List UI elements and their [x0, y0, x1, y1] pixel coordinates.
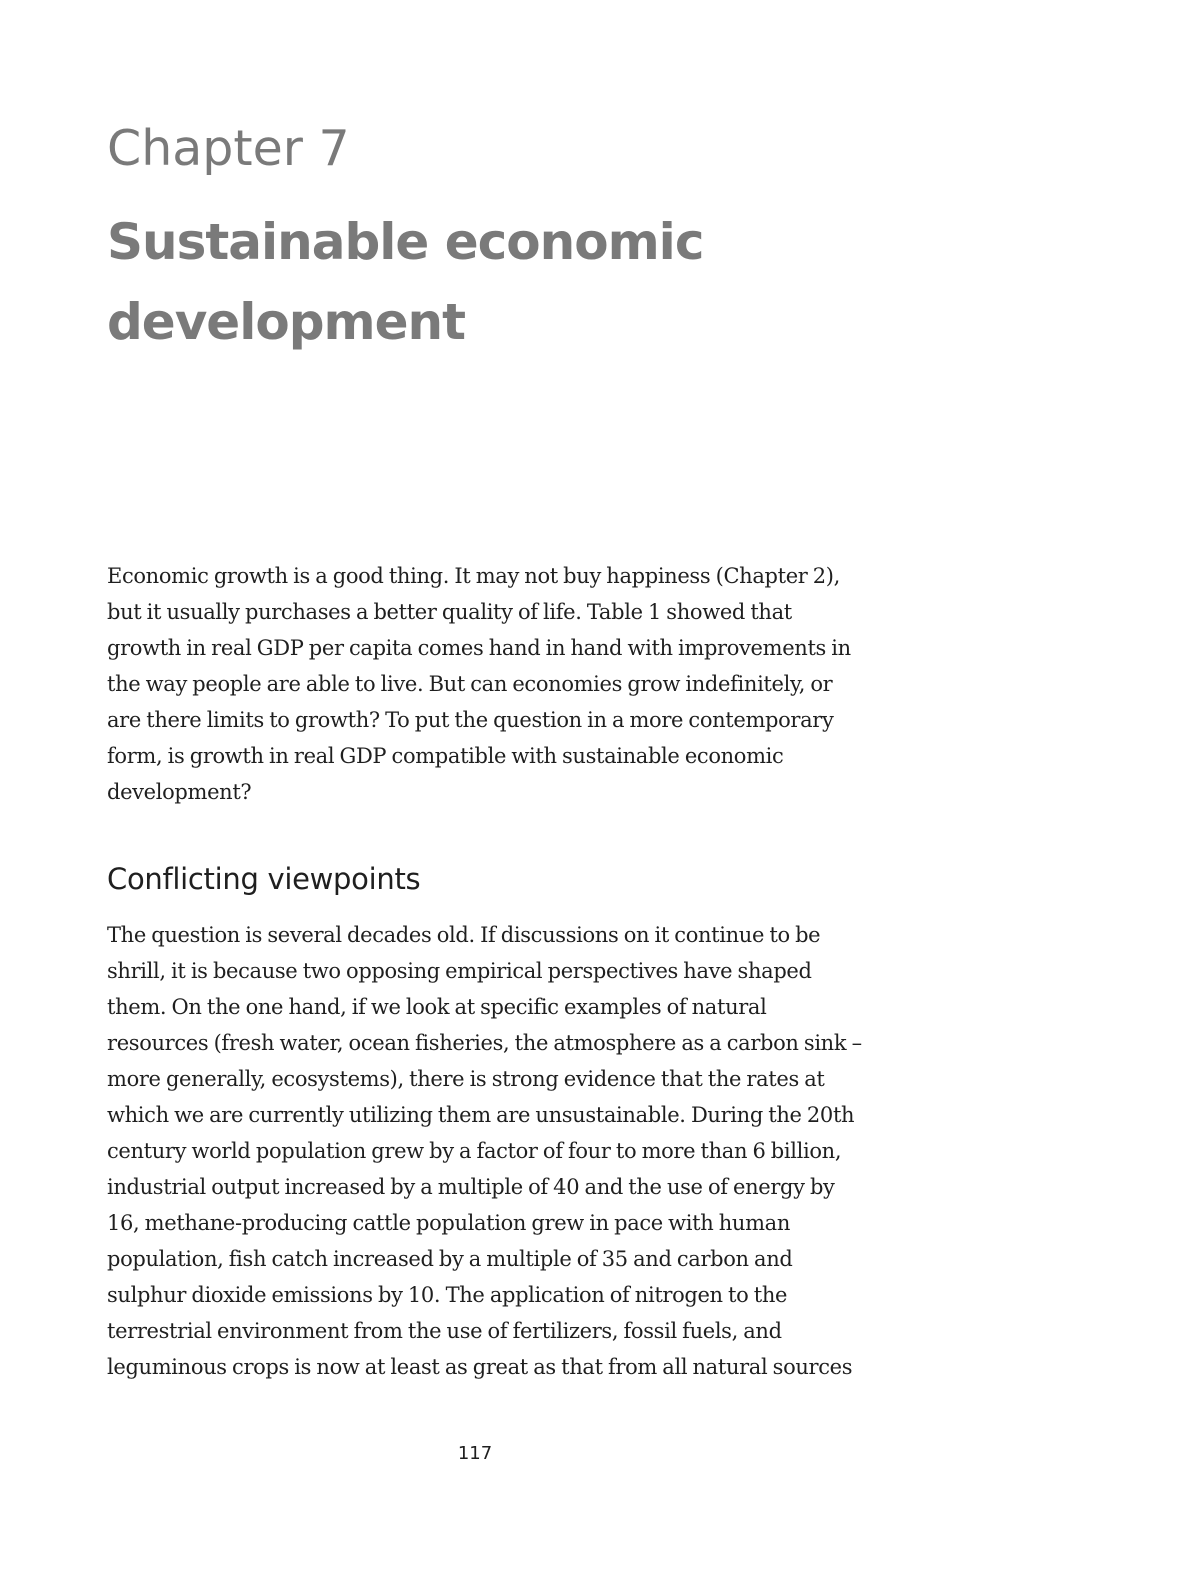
- chapter-title: Sustainable economic development: [107, 213, 704, 351]
- section-heading: Conflicting viewpoints: [107, 862, 421, 896]
- chapter-label: Chapter 7: [107, 120, 350, 177]
- intro-paragraph: Economic growth is a good thing. It may not buy happiness (Chapter 2), but it usually purchases a better quality of life. Table 1 showed that growth in real GDP per capita comes hand in hand with improvements in the way people are able to live. But can economies grow indefinitely, or are there limits to growth? To put the question in a more contemporary form, is growth in real GDP compatible with sustainable economic development?: [107, 564, 851, 804]
- page-number: 117: [457, 1443, 493, 1464]
- section-paragraph: The question is several decades old. If discussions on it continue to be shrill, it is because two opposing empirical perspectives have shaped them. On the one hand, if we look at specific examples of natural resources (fresh water, ocean fisheries, the atmosphere as a carbon sink – more generally, ecosystems), there is strong evidence that the rates at which we are currently utilizing them are unsustainable. During the 20th century world population grew by a factor of four to more than 6 billion, industrial output increased by a multiple of 40 and the use of energy by 16, methane-producing cattle population grew in pace with human population, fish catch increased by a multiple of 35 and carbon and sulphur dioxide emissions by 10. The application of nitrogen to the terrestrial environment from the use of fertilizers, fossil fuels, and leguminous crops is now at least as great as that from all natural sources: [107, 923, 862, 1379]
